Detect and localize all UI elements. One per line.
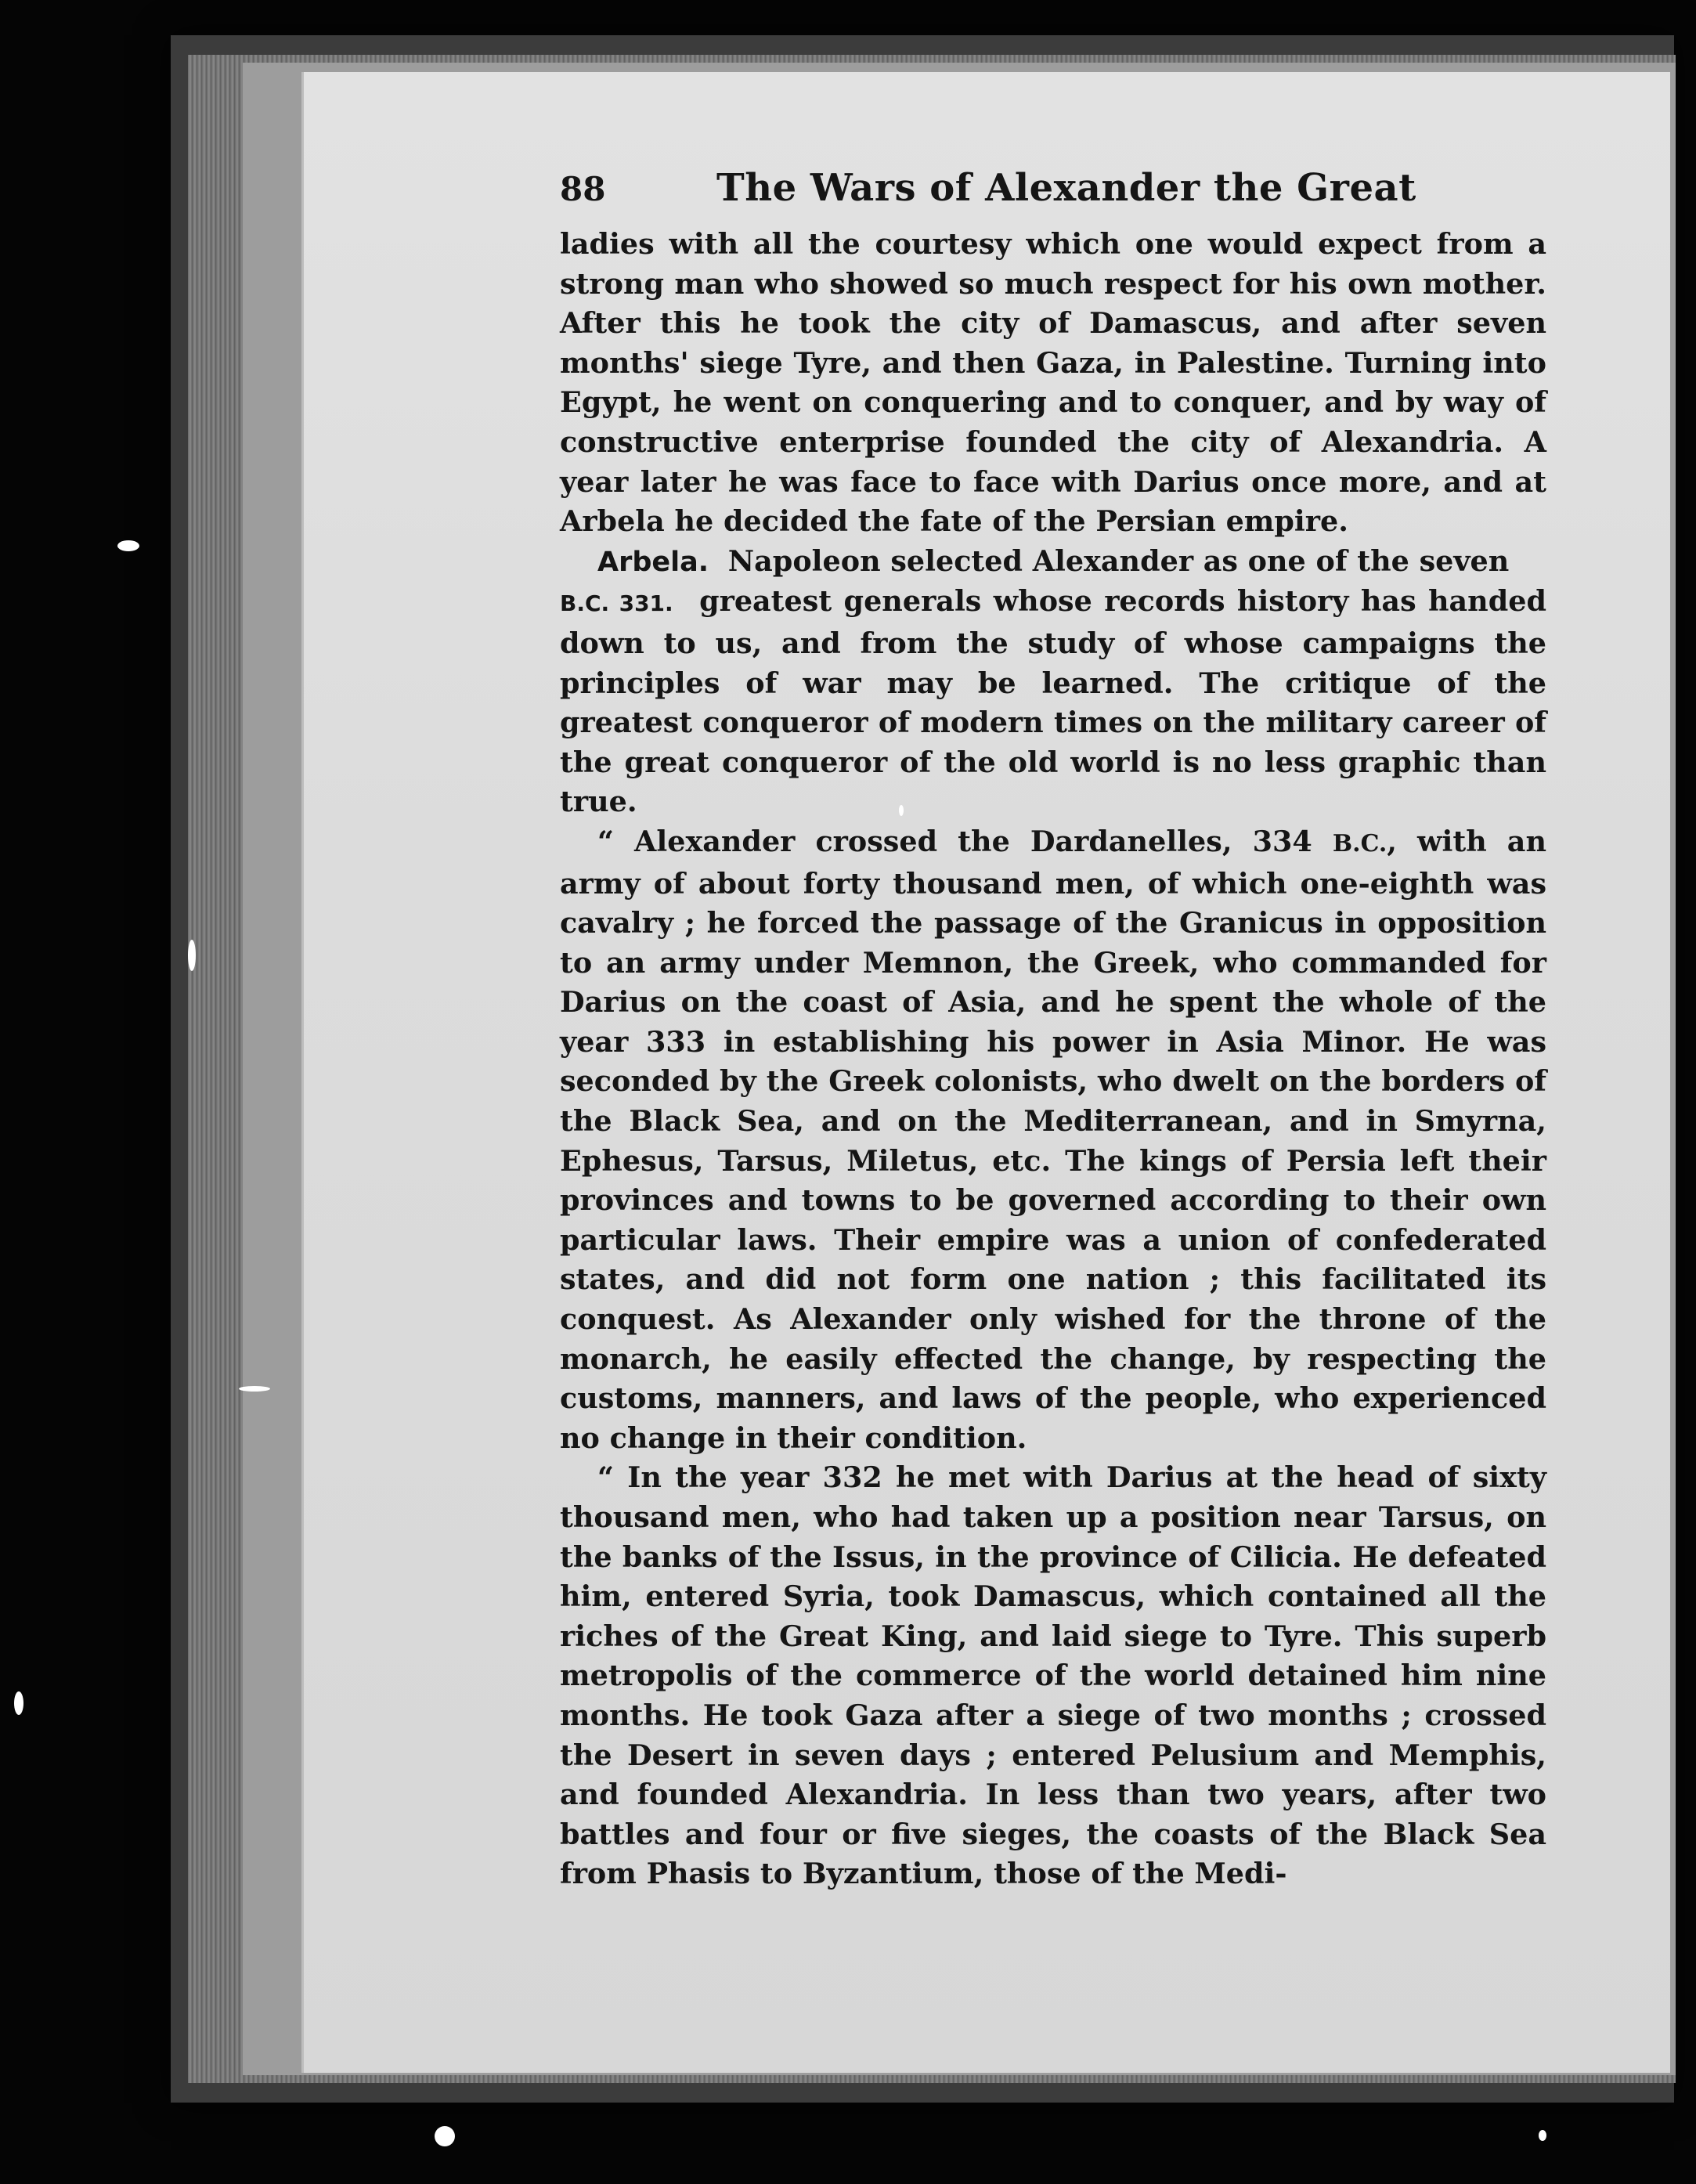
quote-1-start: “ Alexander crossed the Dardanelles, 334 — [597, 824, 1333, 858]
side-heading-arbela: Arbela. — [597, 546, 709, 578]
speck — [239, 1386, 270, 1392]
paragraph-arbela — [560, 542, 1546, 822]
running-head — [560, 168, 1546, 223]
speck — [14, 1691, 23, 1715]
speck — [188, 940, 196, 971]
paragraph-arbela-line1: Napoleon selected Alexander as one of the seven — [727, 543, 1510, 578]
quote-1-bc: B.C. — [1332, 829, 1387, 857]
speck — [1539, 2130, 1546, 2141]
running-title: The Wars of Alexander the Great — [716, 166, 1416, 210]
speck — [117, 540, 139, 551]
speck — [899, 805, 904, 816]
paragraph-1: ladies with all the courtesy which one would expect from a strong man who showed so much respect for his own mother. After this he took the city of Damascus, and after seven months' siege Tyre, and then Gaza, in Palestine. Turning into Egypt, he went on conquering and to conquer, and by way of constructive enterprise founded the city of Alexandria. A year later he was face to face with Darius once more, and at Arbela he decided the fate of the Persian empire. — [560, 227, 1546, 539]
quote-1-rest: , with an army of about forty thousand men, of which one-eighth was cavalry ; he forced the passage of the Granicus in opposition to an army under Memnon, the Greek, who commanded for Darius on the coast of Asia, and he spent the whole of the year 333 in establishing his power in Asia Minor. He was seconded by the Greek colonists, who dwelt on the borders of the Black Sea, and on the Mediterranean, and in Smyrna, Ephesus, Tarsus, Miletus, etc. The kings of Persia left their provinces and towns to be governed according to their own particular laws. Their empire was a union of confederated states, and did not form one nation ; this facilitated its conquest. As Alexander only wished for the throne of the monarch, he easily effected the change, by respecting the customs, manners, and laws of the people, who experienced no change in their condition. — [560, 824, 1546, 1455]
side-date: B.C. 331. — [560, 590, 673, 617]
paragraph-napoleon-quote-1 — [560, 822, 1546, 1459]
paragraph-napoleon-quote-2: “ In the year 332 he met with Darius at the head of sixty thousand men, who had taken up a position near Tarsus, on the banks of the Issus, in the province of Cilicia. He defeated him, entered Syria, took Damascus, which contained all the riches of the Great King, and laid siege to Tyre. This superb metropolis of the commerce of the world detained him nine months. He took Gaza after a siege of two months ; crossed the Desert in seven days ; entered Pelusium and Memphis, and founded Alexandria. In less than two years, after two battles and four or five sieges, the coasts of the Black Sea from Phasis to Byzantium, those of the Medi- — [560, 1460, 1546, 1891]
speck — [435, 2126, 455, 2146]
paragraph-arbela-rest: greatest generals whose records history has handed down to us, and from the study of whose campaigns the principles of war may be learned. The critique of the greatest conqueror of modern times on the military career of the great conqueror of the old world is no less graphic than true. — [560, 584, 1546, 819]
page-text — [560, 168, 1546, 1894]
page-number: 88 — [560, 170, 606, 208]
